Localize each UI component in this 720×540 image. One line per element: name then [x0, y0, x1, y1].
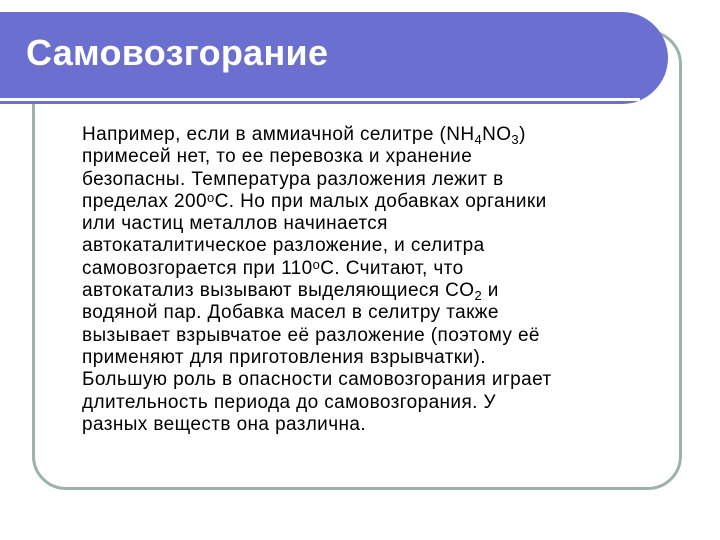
text-line: примесей нет, то ее перевозка и хранение	[82, 146, 473, 168]
title-underline	[0, 98, 640, 101]
text-line: безопасны. Температура разложения лежит в	[82, 168, 504, 190]
text-line: длительность периода до самовозгорания. У	[82, 391, 496, 413]
text-line: самовозгорается при 110$^o$C. Считают, что	[82, 256, 464, 279]
text-line: применяют для приготовления взрывчатки).	[82, 346, 486, 368]
text-line: разных веществ она различна.	[82, 413, 367, 435]
text-line: автокатализ вызывают выделяющиеся $CO_2$ и	[82, 280, 499, 304]
slide-title: Самовозгорание	[26, 32, 329, 73]
text-line: вызывает взрывчатое её разложение (поэтому её	[82, 324, 540, 346]
text-line: или частиц металлов начинается	[82, 213, 388, 235]
text-line: Большую роль в опасности самовозгорания играет	[82, 369, 552, 391]
text-line: автокаталитическое разложение, и селитра	[82, 235, 485, 257]
text-line: водяной пар. Добавка масел в селитру также	[82, 302, 499, 324]
text-line: Например, если в аммиачной селитре $(NH_4NO_3)$	[82, 124, 526, 147]
text-line: пределах 200$^o$C. Но при малых добавках органики	[82, 189, 547, 212]
slide-body	[82, 124, 672, 436]
